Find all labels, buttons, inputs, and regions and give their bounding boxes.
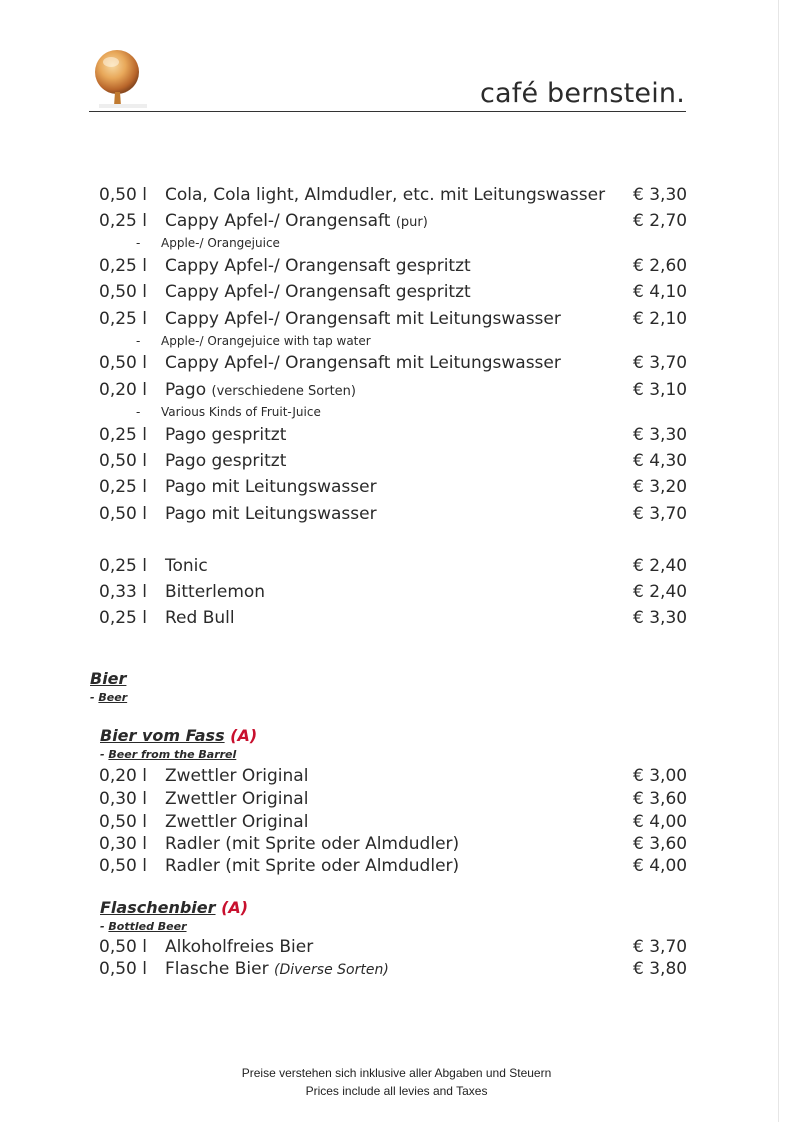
menu-item xyxy=(0,957,793,981)
item-volume: 0,50 l xyxy=(99,504,147,524)
item-price: € 4,00 xyxy=(633,856,688,876)
item-name: Zwettler Original xyxy=(165,812,309,832)
brand-name: café bernstein. xyxy=(479,78,685,109)
menu-item xyxy=(0,554,793,578)
item-volume: 0,25 l xyxy=(99,477,147,497)
menu-item xyxy=(0,832,793,856)
section-title-bottled-beer: Flaschenbier (A) xyxy=(100,898,249,917)
item-price: € 3,70 xyxy=(633,504,688,524)
item-price: € 2,10 xyxy=(633,309,688,329)
item-price: € 2,40 xyxy=(633,582,688,602)
item-name: Zwettler Original xyxy=(165,789,309,809)
allergen-badge: (A) xyxy=(230,726,258,745)
allergen-badge: (A) xyxy=(221,898,249,917)
item-volume: 0,25 l xyxy=(99,425,147,445)
item-volume: 0,25 l xyxy=(99,256,147,276)
menu-item xyxy=(0,449,793,473)
item-volume: 0,33 l xyxy=(99,582,147,602)
item-volume: 0,50 l xyxy=(99,812,147,832)
item-name: Radler (mit Sprite oder Almdudler) xyxy=(165,834,460,854)
item-volume: 0,30 l xyxy=(99,789,147,809)
item-price: € 4,10 xyxy=(633,282,688,302)
header-rule xyxy=(89,111,686,112)
menu-item xyxy=(0,475,793,499)
item-price: € 3,30 xyxy=(633,425,688,445)
menu-item xyxy=(0,209,793,233)
item-name: Bitterlemon xyxy=(165,582,266,602)
menu-item xyxy=(0,378,793,402)
item-name: Zwettler Original xyxy=(165,766,309,786)
item-price: € 3,30 xyxy=(633,185,688,205)
item-price: € 2,40 xyxy=(633,556,688,576)
menu-item xyxy=(0,502,793,526)
item-volume: 0,20 l xyxy=(99,766,147,786)
menu-item xyxy=(0,351,793,375)
item-price: € 4,30 xyxy=(633,451,688,471)
item-volume: 0,50 l xyxy=(99,856,147,876)
item-name: Pago mit Leitungswasser xyxy=(165,504,377,524)
section-subtitle-draft-beer: - Beer from the Barrel xyxy=(100,748,237,761)
item-price: € 3,00 xyxy=(633,766,688,786)
item-note: (pur) xyxy=(395,215,428,230)
item-volume: 0,25 l xyxy=(99,556,147,576)
menu-item xyxy=(0,580,793,604)
item-volume: 0,50 l xyxy=(99,353,147,373)
item-name: Pago mit Leitungswasser xyxy=(165,477,377,497)
item-name: Pago gespritzt xyxy=(165,425,287,445)
item-name: Cappy Apfel-/ Orangensaft (pur) xyxy=(165,211,428,231)
footer-note-de: Preise verstehen sich inklusive aller Abgaben und Steuern xyxy=(241,1066,552,1080)
item-name: Flasche Bier (Diverse Sorten) xyxy=(165,959,389,979)
item-name: Radler (mit Sprite oder Almdudler) xyxy=(165,856,460,876)
menu-item xyxy=(0,935,793,959)
menu-item xyxy=(0,787,793,811)
item-price: € 3,20 xyxy=(633,477,688,497)
amber-drop-logo xyxy=(89,46,151,108)
category-subtitle-beer: - Beer xyxy=(90,691,128,704)
footer-note-en: Prices include all levies and Taxes xyxy=(305,1084,488,1098)
category-title-beer: Bier xyxy=(90,669,127,688)
item-price: € 3,80 xyxy=(633,959,688,979)
item-name: Cola, Cola light, Almdudler, etc. mit Leitungswasser xyxy=(165,185,606,205)
item-price: € 3,60 xyxy=(633,834,688,854)
item-name: Cappy Apfel-/ Orangensaft mit Leitungswasser xyxy=(165,309,561,329)
item-volume: 0,20 l xyxy=(99,380,147,400)
item-volume: 0,30 l xyxy=(99,834,147,854)
item-name: Cappy Apfel-/ Orangensaft mit Leitungswasser xyxy=(165,353,561,373)
item-name: Tonic xyxy=(165,556,208,576)
menu-item xyxy=(0,764,793,788)
item-name: Alkoholfreies Bier xyxy=(165,937,314,957)
menu-item xyxy=(0,606,793,630)
item-name: Cappy Apfel-/ Orangensaft gespritzt xyxy=(165,282,471,302)
item-price: € 3,10 xyxy=(633,380,688,400)
item-volume: 0,50 l xyxy=(99,451,147,471)
menu-item xyxy=(0,307,793,331)
item-volume: 0,50 l xyxy=(99,185,147,205)
menu-item xyxy=(0,254,793,278)
item-name: Pago gespritzt xyxy=(165,451,287,471)
item-volume: 0,50 l xyxy=(99,282,147,302)
item-price: € 2,60 xyxy=(633,256,688,276)
item-note: (Diverse Sorten) xyxy=(274,962,389,978)
item-price: € 4,00 xyxy=(633,812,688,832)
section-subtitle-bottled-beer: - Bottled Beer xyxy=(100,920,187,933)
menu-item xyxy=(0,423,793,447)
menu-item xyxy=(0,280,793,304)
item-note: (verschiedene Sorten) xyxy=(211,384,356,399)
item-volume: 0,25 l xyxy=(99,309,147,329)
item-volume: 0,25 l xyxy=(99,211,147,231)
item-price: € 2,70 xyxy=(633,211,688,231)
item-name: Pago (verschiedene Sorten) xyxy=(165,380,356,400)
item-price: € 3,60 xyxy=(633,789,688,809)
section-title-draft-beer: Bier vom Fass (A) xyxy=(100,726,258,745)
item-price: € 3,30 xyxy=(633,608,688,628)
item-price: € 3,70 xyxy=(633,937,688,957)
item-volume: 0,50 l xyxy=(99,937,147,957)
item-name: Red Bull xyxy=(165,608,235,628)
menu-item xyxy=(0,854,793,878)
item-volume: 0,25 l xyxy=(99,608,147,628)
item-name: Cappy Apfel-/ Orangensaft gespritzt xyxy=(165,256,471,276)
item-price: € 3,70 xyxy=(633,353,688,373)
menu-item xyxy=(0,810,793,834)
item-volume: 0,50 l xyxy=(99,959,147,979)
menu-item xyxy=(0,183,793,207)
